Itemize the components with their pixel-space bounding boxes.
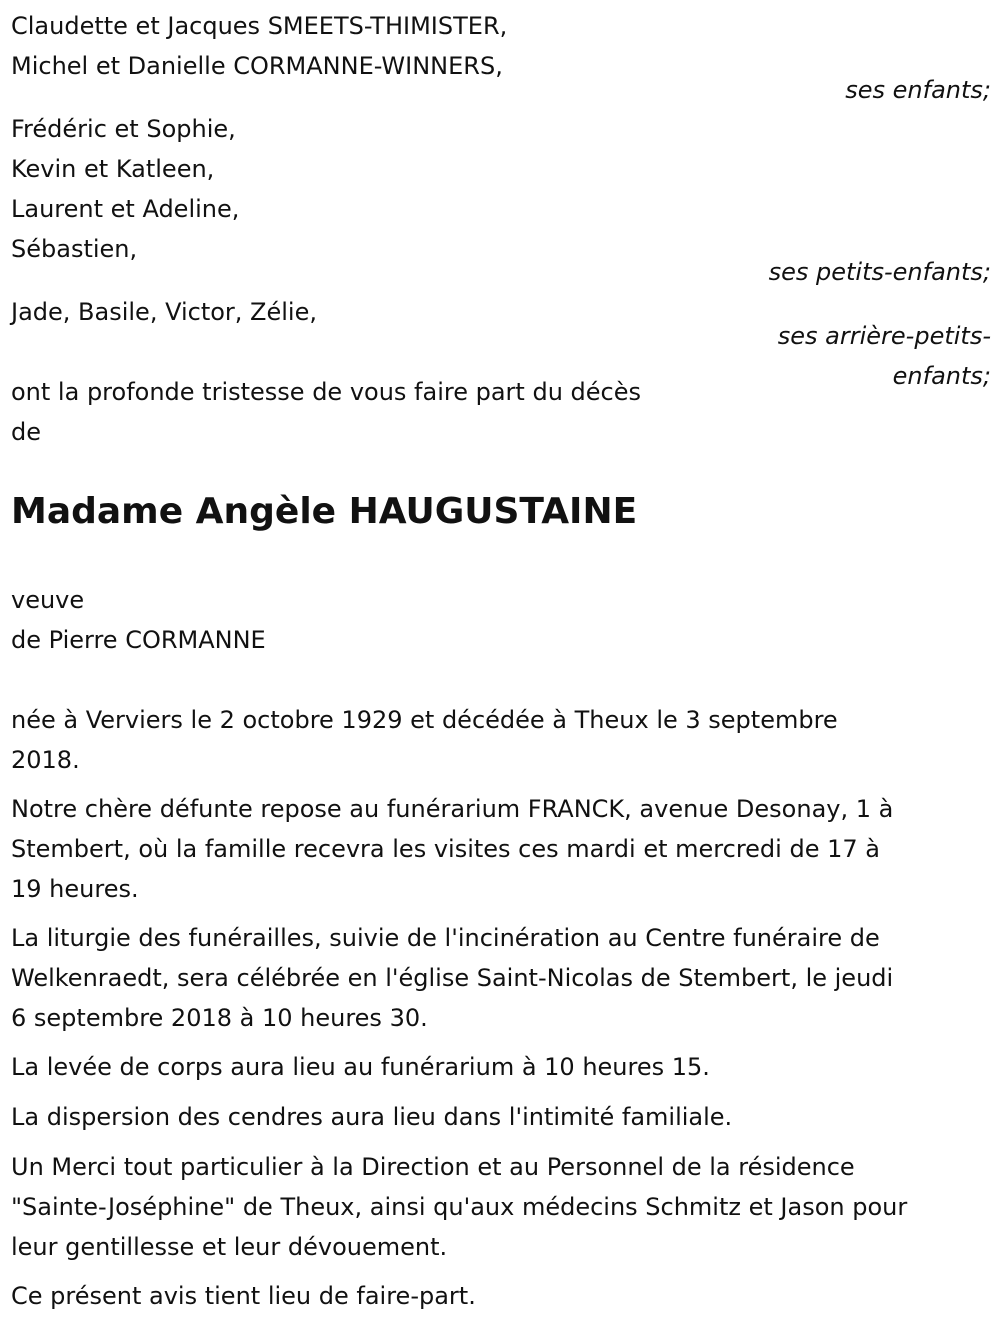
children-role: ses enfants; [845,76,991,104]
details-p2-line-1: La liturgie des funérailles, suivie de l'incinération au Centre funéraire de [11,924,880,952]
great-grandchildren-role-1: ses arrière-petits- [777,322,991,350]
grandchild-line-2: Kevin et Katleen, [11,155,215,183]
details-p5-line-2: "Sainte-Joséphine" de Theux, ainsi qu'aux médecins Schmitz et Jason pour [11,1193,908,1221]
details-p1-line-3: 19 heures. [11,875,139,903]
intro-line-2: de [11,418,41,446]
grandchild-line-4: Sébastien, [11,235,138,263]
details-p1-line-2: Stembert, où la famille recevra les visites ces mardi et mercredi de 17 à [11,835,880,863]
birth-death-line-1: née à Verviers le 2 octobre 1929 et décédée à Theux le 3 septembre [11,706,838,734]
details-p5-line-3: leur gentillesse et leur dévouement. [11,1233,448,1261]
details-p2-line-3: 6 septembre 2018 à 10 heures 30. [11,1004,428,1032]
grandchild-line-1: Frédéric et Sophie, [11,115,236,143]
widow-line-1: veuve [11,586,85,614]
deceased-name: Madame Angèle HAUGUSTAINE [11,491,638,532]
grandchild-line-3: Laurent et Adeline, [11,195,240,223]
widow-line-2: de Pierre CORMANNE [11,626,266,654]
intro-line-1: ont la profonde tristesse de vous faire part du décès [11,378,641,406]
details-p1-line-1: Notre chère défunte repose au funérarium FRANCK, avenue Desonay, 1 à [11,795,894,823]
great-grandchildren-line: Jade, Basile, Victor, Zélie, [11,298,317,326]
details-p3: La levée de corps aura lieu au funérarium à 10 heures 15. [11,1053,710,1081]
details-p4: La dispersion des cendres aura lieu dans l'intimité familiale. [11,1103,733,1131]
birth-death-line-2: 2018. [11,746,80,774]
grandchildren-role: ses petits-enfants; [768,258,991,286]
child-line-1: Claudette et Jacques SMEETS-THIMISTER, [11,12,508,40]
child-line-2: Michel et Danielle CORMANNE-WINNERS, [11,52,503,80]
details-p5-line-1: Un Merci tout particulier à la Direction et au Personnel de la résidence [11,1153,855,1181]
great-grandchildren-role-2: enfants; [892,362,991,390]
details-p6: Ce présent avis tient lieu de faire-part. [11,1282,476,1310]
details-p2-line-2: Welkenraedt, sera célébrée en l'église Saint-Nicolas de Stembert, le jeudi [11,964,894,992]
